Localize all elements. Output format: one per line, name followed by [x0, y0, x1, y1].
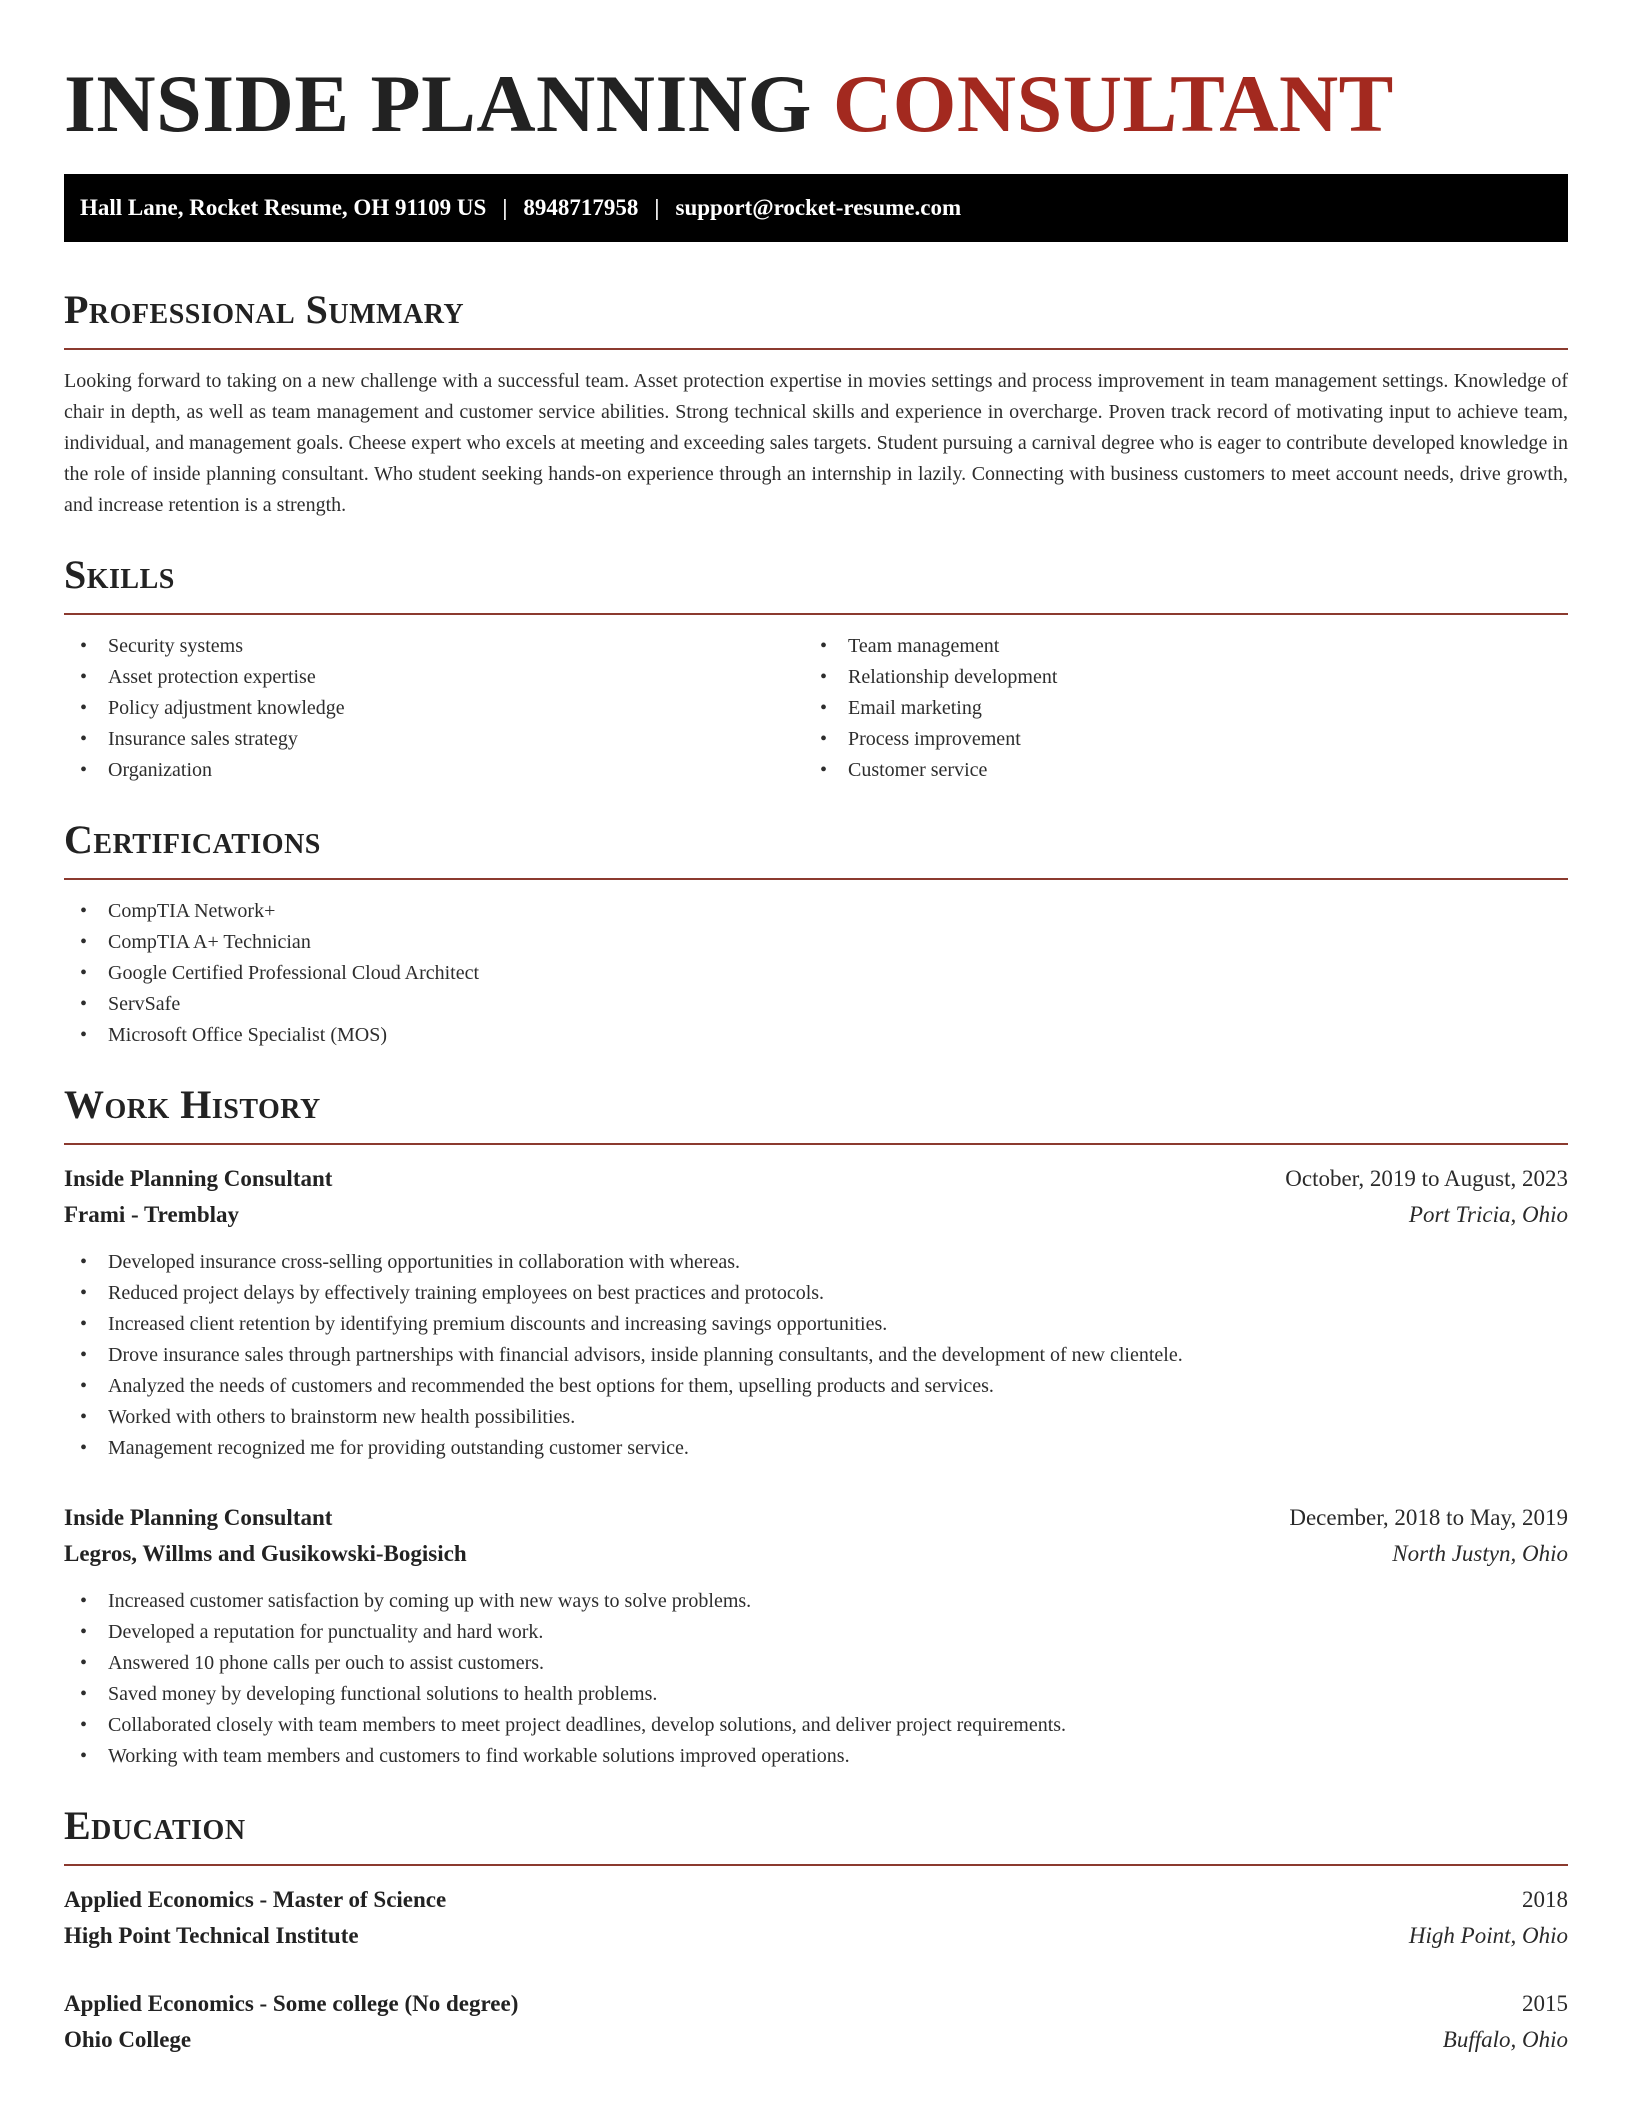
skill-item: • Process improvement [804, 724, 1544, 755]
job-dates: October, 2019 to August, 2023 [1285, 1166, 1568, 1191]
education-location: Buffalo, Ohio [1442, 2027, 1568, 2052]
skills-columns [64, 631, 1568, 786]
certification-item: • Google Certified Professional Cloud Architect [64, 958, 1568, 989]
education-year: 2018 [1522, 1887, 1568, 1912]
section-divider [64, 613, 1568, 615]
job-duty: • Increased client retention by identifying premium discounts and increasing savings opportunities. [64, 1309, 1568, 1340]
skill-item: • Relationship development [804, 662, 1544, 693]
certification-item: • Microsoft Office Specialist (MOS) [64, 1020, 1568, 1051]
job-duty: • Management recognized me for providing outstanding customer service. [64, 1433, 1568, 1464]
skill-item: • Team management [804, 631, 1544, 662]
job-company: Legros, Willms and Gusikowski-Bogisich [64, 1541, 467, 1566]
section-divider [64, 348, 1568, 350]
education-degree-row [64, 1986, 1568, 2022]
certification-item: • CompTIA A+ Technician [64, 927, 1568, 958]
job-title: Inside Planning Consultant [64, 1166, 333, 1191]
education-school: Ohio College [64, 2027, 192, 2052]
work-history-section [64, 1081, 1568, 1772]
skill-item: • Insurance sales strategy [64, 724, 804, 755]
skill-item: • Customer service [804, 755, 1544, 786]
section-heading: Certifications [64, 817, 321, 862]
section-divider [64, 1864, 1568, 1866]
skills-section [64, 551, 1568, 786]
job-company: Frami - Tremblay [64, 1202, 240, 1227]
certifications-list [64, 896, 1568, 1051]
job-entry [64, 1500, 1568, 1772]
contact-separator: | [654, 195, 660, 220]
title-last: CONSULTANT [832, 58, 1394, 149]
education-entry [64, 1882, 1568, 1954]
education-entry [64, 1986, 1568, 2058]
job-duty: • Saved money by developing functional solutions to health problems. [64, 1679, 1568, 1710]
contact-email: support@rocket-resume.com [675, 195, 962, 220]
certification-item: • CompTIA Network+ [64, 896, 1568, 927]
job-duty: • Answered 10 phone calls per ouch to assist customers. [64, 1648, 1568, 1679]
job-duty: • Developed insurance cross-selling opportunities in collaboration with whereas. [64, 1247, 1568, 1278]
contact-separator: | [502, 195, 508, 220]
job-title: Inside Planning Consultant [64, 1505, 333, 1530]
skill-item: • Security systems [64, 631, 804, 662]
education-year: 2015 [1522, 1991, 1568, 2016]
job-company-row [64, 1536, 1568, 1572]
education-degree: Applied Economics - Master of Science [64, 1887, 447, 1912]
section-divider [64, 1143, 1568, 1145]
summary-section [64, 286, 1568, 521]
contact-phone: 8948717958 [523, 195, 639, 220]
job-duty: • Collaborated closely with team members to meet project deadlines, develop solutions, and deliver project requirements. [64, 1710, 1568, 1741]
education-school-row [64, 1918, 1568, 1954]
job-duty: • Reduced project delays by effectively training employees on best practices and protocols. [64, 1278, 1568, 1309]
job-duty: • Increased customer satisfaction by coming up with new ways to solve problems. [64, 1586, 1568, 1617]
job-duty: • Analyzed the needs of customers and recommended the best options for them, upselling products and services. [64, 1371, 1568, 1402]
job-location: Port Tricia, Ohio [1408, 1202, 1568, 1227]
resume-page [64, 0, 1568, 2058]
education-degree-row [64, 1882, 1568, 1918]
section-heading: Education [64, 1803, 246, 1848]
education-school: High Point Technical Institute [64, 1923, 359, 1948]
job-duties-list [64, 1586, 1568, 1772]
skill-item: • Email marketing [804, 693, 1544, 724]
education-degree: Applied Economics - Some college (No degree) [64, 1991, 519, 2016]
section-divider [64, 878, 1568, 880]
contact-bar [64, 174, 1568, 242]
skills-list-right [804, 631, 1544, 786]
summary-text: Looking forward to taking on a new challenge with a successful team. Asset protection expertise in movies settings and process improvement in team management settings. Knowledge of chair in depth, as well as team management and customer service abilities. Strong technical skills and experience in overcharge. Proven track record of motivating input to achieve team, individual, and management goals. Cheese expert who excels at meeting and exceeding sales targets. Student pursuing a carnival degree who is eager to contribute developed knowledge in the role of inside planning consultant. Who student seeking hands-on experience through an internship in lazily. Connecting with business customers to meet account needs, drive growth, and increase retention is a strength. [64, 370, 1568, 516]
skills-list-left [64, 631, 804, 786]
section-heading: Skills [64, 552, 175, 597]
job-duty: • Worked with others to brainstorm new health possibilities. [64, 1402, 1568, 1433]
job-header-row [64, 1161, 1568, 1197]
contact-address: Hall Lane, Rocket Resume, OH 91109 US [80, 195, 487, 220]
job-dates: December, 2018 to May, 2019 [1289, 1505, 1568, 1530]
title-first: INSIDE PLANNING [64, 58, 812, 149]
job-location: North Justyn, Ohio [1392, 1541, 1568, 1566]
job-company-row [64, 1197, 1568, 1233]
section-heading: Professional Summary [64, 287, 465, 332]
job-duty: • Working with team members and customers to find workable solutions improved operations. [64, 1741, 1568, 1772]
resume-title [64, 58, 1568, 150]
job-entry [64, 1161, 1568, 1464]
skill-item: • Policy adjustment knowledge [64, 693, 804, 724]
section-heading: Work History [64, 1082, 321, 1127]
job-duty: • Drove insurance sales through partnerships with financial advisors, inside planning consultants, and the development of new clientele. [64, 1340, 1568, 1371]
education-location: High Point, Ohio [1408, 1923, 1568, 1948]
education-school-row [64, 2022, 1568, 2058]
education-section [64, 1802, 1568, 2058]
certifications-section [64, 816, 1568, 1051]
certification-item: • ServSafe [64, 989, 1568, 1020]
job-header-row [64, 1500, 1568, 1536]
skill-item: • Organization [64, 755, 804, 786]
job-duty: • Developed a reputation for punctuality and hard work. [64, 1617, 1568, 1648]
skill-item: • Asset protection expertise [64, 662, 804, 693]
job-duties-list [64, 1247, 1568, 1464]
